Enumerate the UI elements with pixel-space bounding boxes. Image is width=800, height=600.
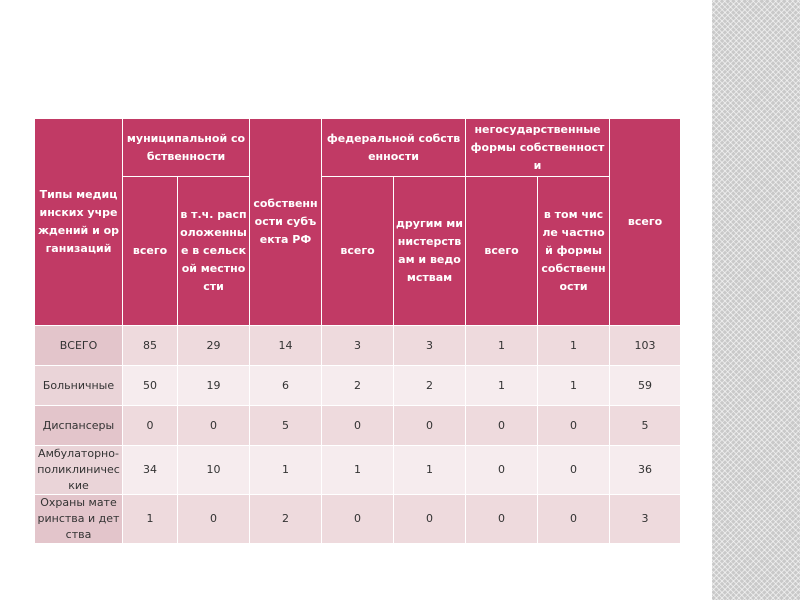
header-municipal-group: муниципальной собственности (123, 119, 250, 177)
row-label: Амбулаторно-поликлинические (35, 446, 123, 495)
table-cell: 0 (538, 406, 610, 446)
table-row (35, 446, 681, 495)
table-cell: 1 (250, 446, 322, 495)
header-federal-other: другим министерствам и ведомствам (394, 177, 466, 326)
table-row (35, 366, 681, 406)
header-row-subcolumns (35, 177, 681, 326)
table-cell: 3 (394, 326, 466, 366)
table-cell: 29 (178, 326, 250, 366)
table-row (35, 326, 681, 366)
table-cell: 2 (322, 366, 394, 406)
table-cell: 14 (250, 326, 322, 366)
table-cell: 5 (250, 406, 322, 446)
table-cell: 0 (466, 406, 538, 446)
header-municipal-total: всего (123, 177, 178, 326)
header-nonstate-total: всего (466, 177, 538, 326)
header-federal-total: всего (322, 177, 394, 326)
table-cell: 5 (610, 406, 681, 446)
table-cell: 2 (394, 366, 466, 406)
medical-organizations-table (34, 118, 681, 544)
table-cell: 0 (466, 446, 538, 495)
table-cell: 0 (394, 495, 466, 544)
header-type: Типы медицинских учреждений и организаций (35, 119, 123, 326)
header-federal-group: федеральной собственности (322, 119, 466, 177)
table-cell: 1 (538, 366, 610, 406)
header-row-groups (35, 119, 681, 177)
table-row (35, 495, 681, 544)
table-cell: 0 (538, 495, 610, 544)
table-cell: 19 (178, 366, 250, 406)
decorative-side-band (712, 0, 800, 600)
header-municipal-rural: в т.ч. расположенные в сельской местности (178, 177, 250, 326)
header-nonstate-private: в том числе частной формы собственности (538, 177, 610, 326)
table-cell: 1 (123, 495, 178, 544)
table-cell: 0 (322, 495, 394, 544)
table-cell: 0 (178, 406, 250, 446)
table-cell: 36 (610, 446, 681, 495)
table-cell: 0 (394, 406, 466, 446)
table-cell: 1 (538, 326, 610, 366)
header-nonstate-group: негосударственные формы собственности (466, 119, 610, 177)
table-cell: 1 (394, 446, 466, 495)
table-cell: 103 (610, 326, 681, 366)
table-cell: 10 (178, 446, 250, 495)
table-cell: 0 (322, 406, 394, 446)
table-cell: 1 (466, 326, 538, 366)
table-cell: 0 (123, 406, 178, 446)
header-subject: собственности субъекта РФ (250, 119, 322, 326)
row-label: Больничные (35, 366, 123, 406)
slide-title: МЕДИЦИНСКИЕ ОРГАНИЗАЦИИ (268, 58, 532, 76)
table-cell: 3 (322, 326, 394, 366)
table-cell: 0 (466, 495, 538, 544)
table-cell: 0 (538, 446, 610, 495)
table-cell: 0 (178, 495, 250, 544)
table-cell: 6 (250, 366, 322, 406)
table-cell: 85 (123, 326, 178, 366)
row-label: Охраны материнства и детства (35, 495, 123, 544)
header-total: всего (610, 119, 681, 326)
row-label: ВСЕГО (35, 326, 123, 366)
row-label: Диспансеры (35, 406, 123, 446)
table-cell: 59 (610, 366, 681, 406)
table-cell: 1 (322, 446, 394, 495)
table-cell: 1 (466, 366, 538, 406)
table-cell: 34 (123, 446, 178, 495)
table-cell: 50 (123, 366, 178, 406)
table-cell: 2 (250, 495, 322, 544)
table-row (35, 406, 681, 446)
table-cell: 3 (610, 495, 681, 544)
